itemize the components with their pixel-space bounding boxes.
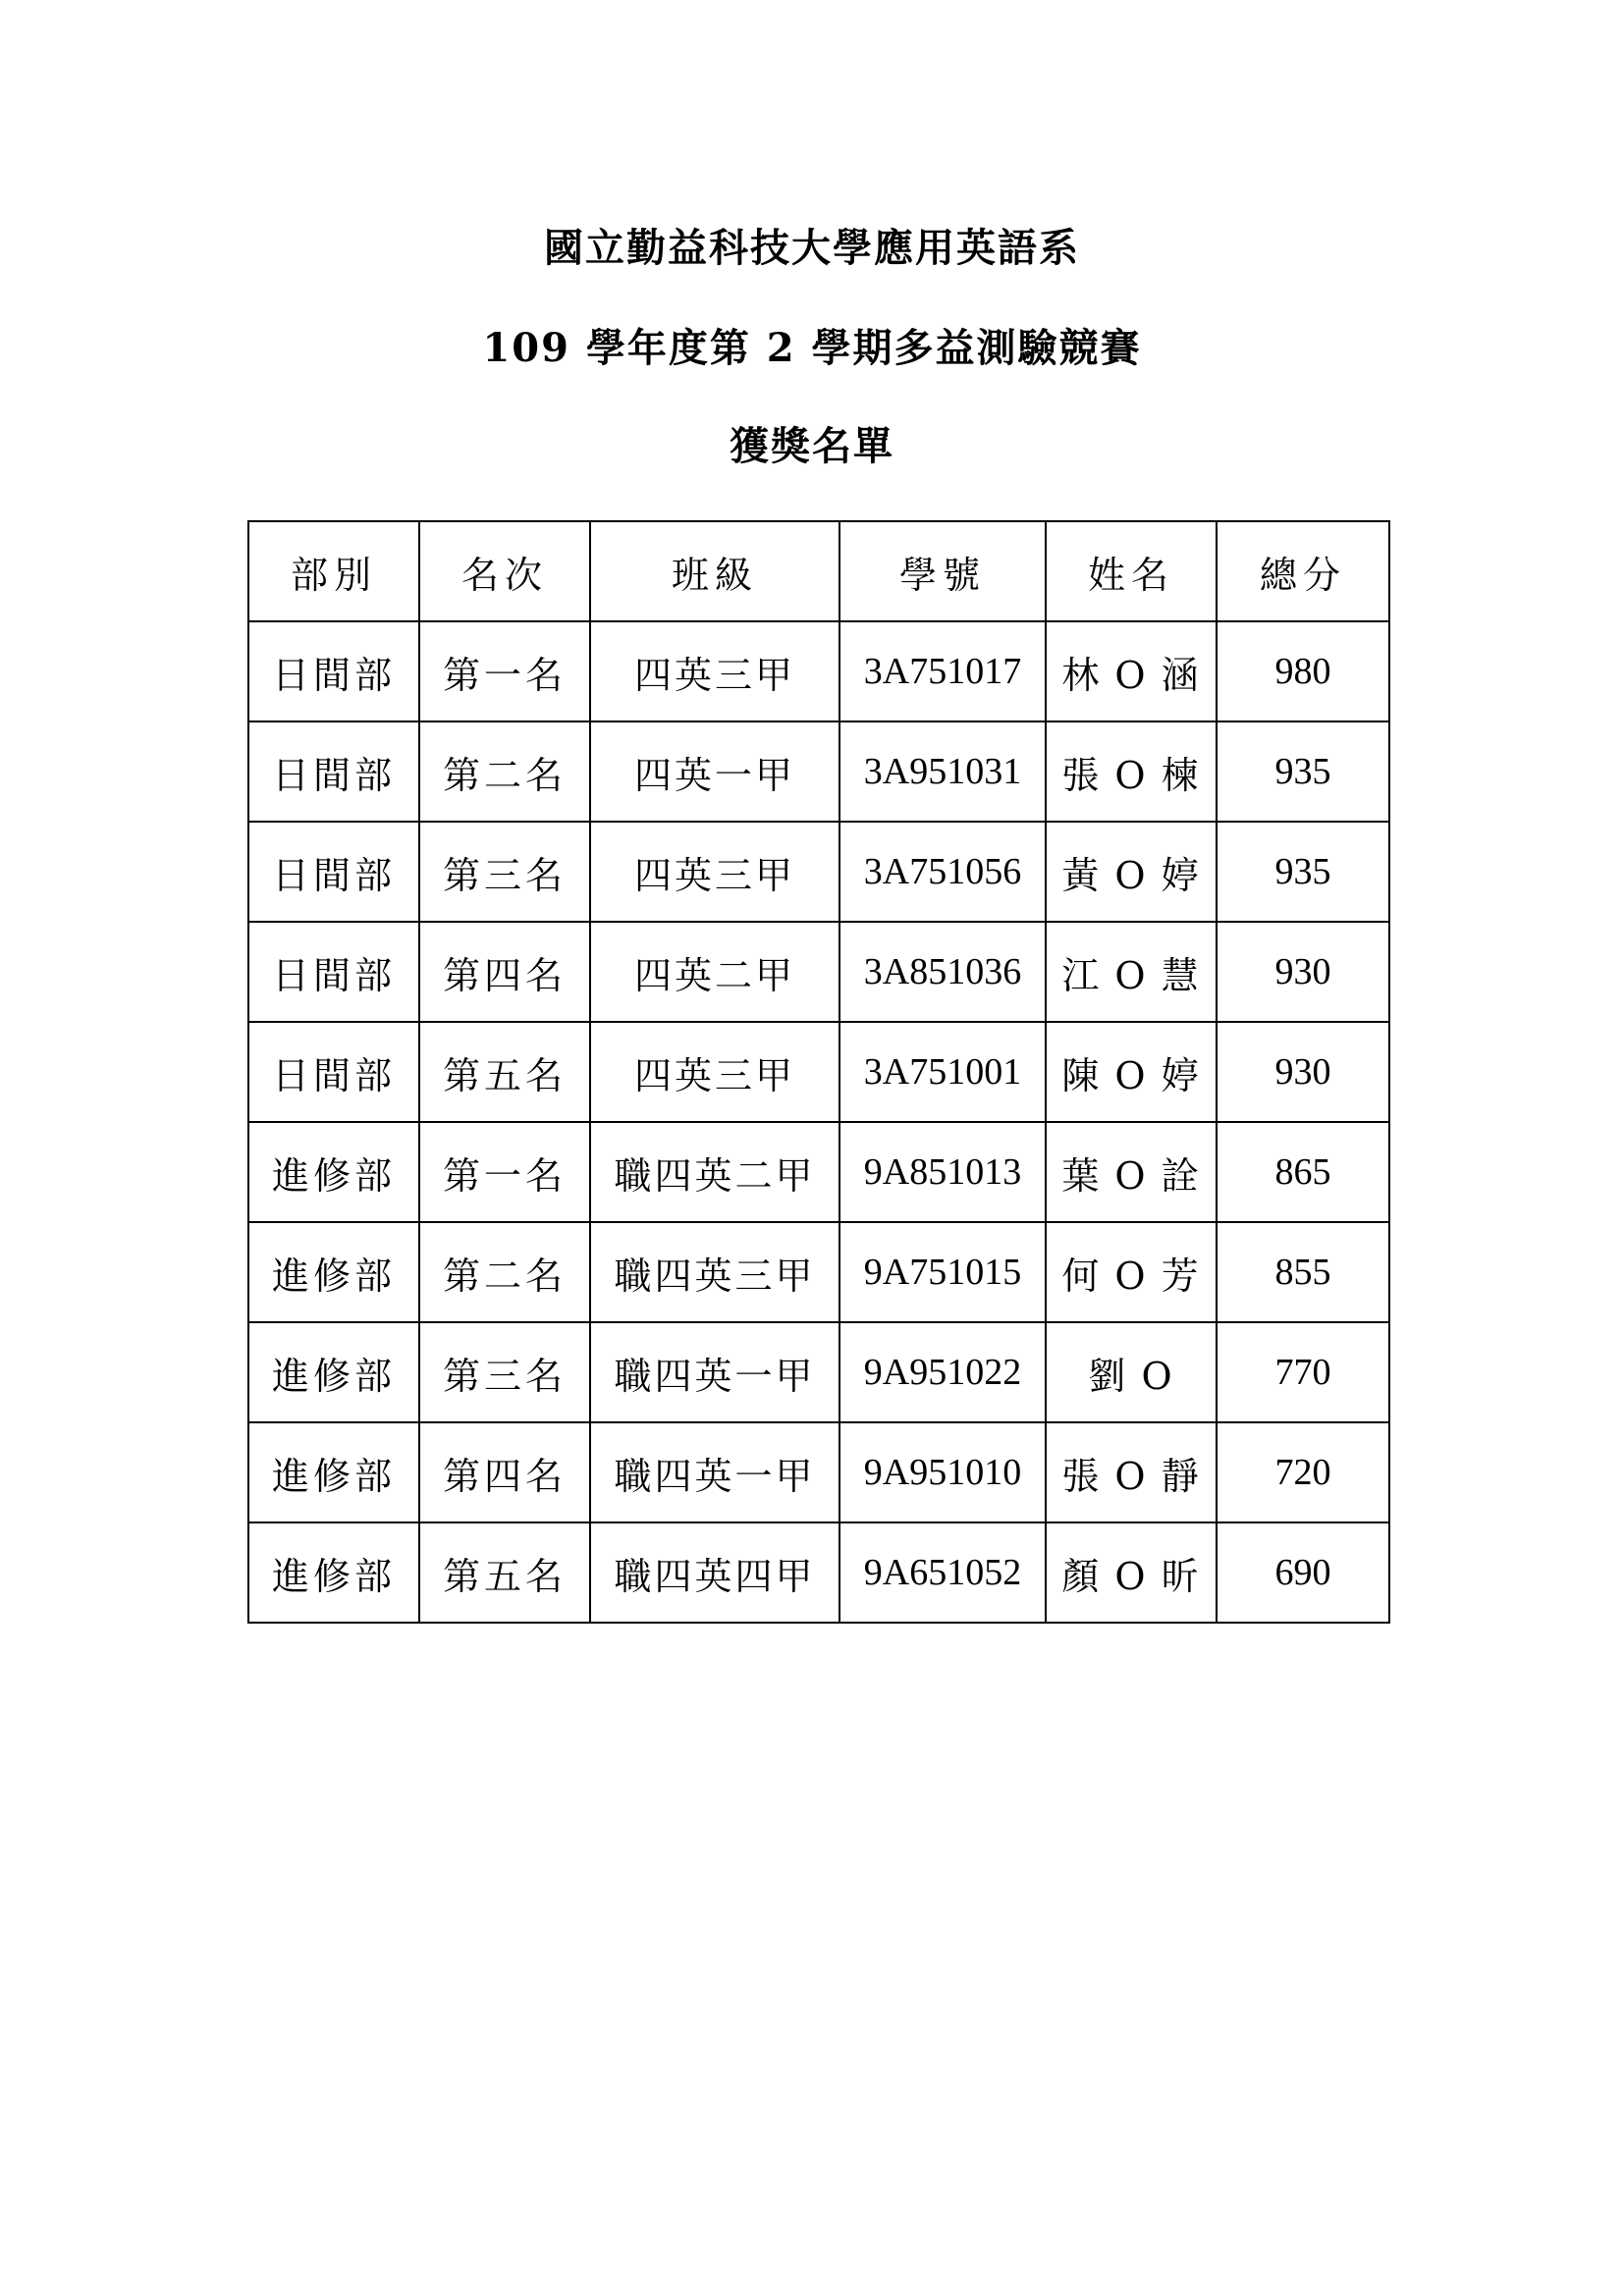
cell-score: 930	[1217, 922, 1389, 1022]
cell-student-id: 9A651052	[839, 1522, 1046, 1623]
cell-rank: 第二名	[419, 1222, 590, 1322]
header-dept: 部別	[248, 521, 419, 621]
header-rank: 名次	[419, 521, 590, 621]
cell-student-id: 9A951010	[839, 1422, 1046, 1522]
table-row	[248, 1122, 1389, 1222]
cell-score: 935	[1217, 822, 1389, 922]
cell-student-id: 9A951022	[839, 1322, 1046, 1422]
cell-name: 林 O 涵	[1046, 621, 1217, 721]
table-row	[248, 822, 1389, 922]
cell-name: 張 O 靜	[1046, 1422, 1217, 1522]
cell-dept: 進修部	[248, 1422, 419, 1522]
cell-class: 職四英四甲	[590, 1522, 839, 1623]
table-row	[248, 1022, 1389, 1122]
cell-class: 職四英二甲	[590, 1122, 839, 1222]
cell-name: 張 O 楝	[1046, 721, 1217, 822]
cell-rank: 第三名	[419, 1322, 590, 1422]
cell-name: 顏 O 昕	[1046, 1522, 1217, 1623]
document-heading-award-list: 獲獎名單	[730, 423, 894, 469]
cell-score: 770	[1217, 1322, 1389, 1422]
cell-rank: 第二名	[419, 721, 590, 822]
cell-score: 855	[1217, 1222, 1389, 1322]
cell-name: 黃 O 婷	[1046, 822, 1217, 922]
cell-dept: 進修部	[248, 1222, 419, 1322]
cell-student-id: 3A751001	[839, 1022, 1046, 1122]
cell-name: 何 O 芳	[1046, 1222, 1217, 1322]
cell-class: 職四英三甲	[590, 1222, 839, 1322]
cell-dept: 日間部	[248, 1022, 419, 1122]
header-class: 班級	[590, 521, 839, 621]
cell-score: 935	[1217, 721, 1389, 822]
cell-student-id: 3A951031	[839, 721, 1046, 822]
cell-student-id: 9A751015	[839, 1222, 1046, 1322]
table-row	[248, 922, 1389, 1022]
cell-dept: 日間部	[248, 922, 419, 1022]
cell-class: 四英三甲	[590, 621, 839, 721]
cell-dept: 日間部	[248, 721, 419, 822]
table-row	[248, 721, 1389, 822]
cell-score: 690	[1217, 1522, 1389, 1623]
table-row	[248, 1322, 1389, 1422]
cell-rank: 第五名	[419, 1022, 590, 1122]
cell-rank: 第一名	[419, 1122, 590, 1222]
cell-name: 葉 O 詮	[1046, 1122, 1217, 1222]
cell-name: 江 O 慧	[1046, 922, 1217, 1022]
cell-rank: 第一名	[419, 621, 590, 721]
cell-name: 陳 O 婷	[1046, 1022, 1217, 1122]
cell-name: 劉 O	[1046, 1322, 1217, 1422]
table-row	[248, 621, 1389, 721]
cell-score: 865	[1217, 1122, 1389, 1222]
table-row	[248, 1522, 1389, 1623]
cell-student-id: 3A751056	[839, 822, 1046, 922]
document-subtitle: 109 學年度第 2 學期多益測驗競賽	[482, 325, 1142, 371]
cell-score: 930	[1217, 1022, 1389, 1122]
cell-class: 四英三甲	[590, 1022, 839, 1122]
table-row	[248, 1422, 1389, 1522]
cell-dept: 進修部	[248, 1522, 419, 1623]
cell-class: 四英二甲	[590, 922, 839, 1022]
cell-rank: 第五名	[419, 1522, 590, 1623]
header-score: 總分	[1217, 521, 1389, 621]
cell-score: 980	[1217, 621, 1389, 721]
cell-student-id: 3A751017	[839, 621, 1046, 721]
cell-rank: 第四名	[419, 1422, 590, 1522]
cell-dept: 進修部	[248, 1122, 419, 1222]
cell-class: 職四英一甲	[590, 1422, 839, 1522]
cell-dept: 日間部	[248, 621, 419, 721]
table-row	[248, 1222, 1389, 1322]
cell-rank: 第三名	[419, 822, 590, 922]
cell-rank: 第四名	[419, 922, 590, 1022]
cell-class: 四英一甲	[590, 721, 839, 822]
header-student-id: 學號	[839, 521, 1046, 621]
header-name: 姓名	[1046, 521, 1217, 621]
table-header-row	[248, 521, 1389, 621]
cell-student-id: 3A851036	[839, 922, 1046, 1022]
cell-class: 四英三甲	[590, 822, 839, 922]
cell-student-id: 9A851013	[839, 1122, 1046, 1222]
cell-class: 職四英一甲	[590, 1322, 839, 1422]
cell-score: 720	[1217, 1422, 1389, 1522]
award-table	[247, 520, 1390, 1624]
document-title: 國立勤益科技大學應用英語系	[544, 225, 1080, 271]
cell-dept: 進修部	[248, 1322, 419, 1422]
cell-dept: 日間部	[248, 822, 419, 922]
